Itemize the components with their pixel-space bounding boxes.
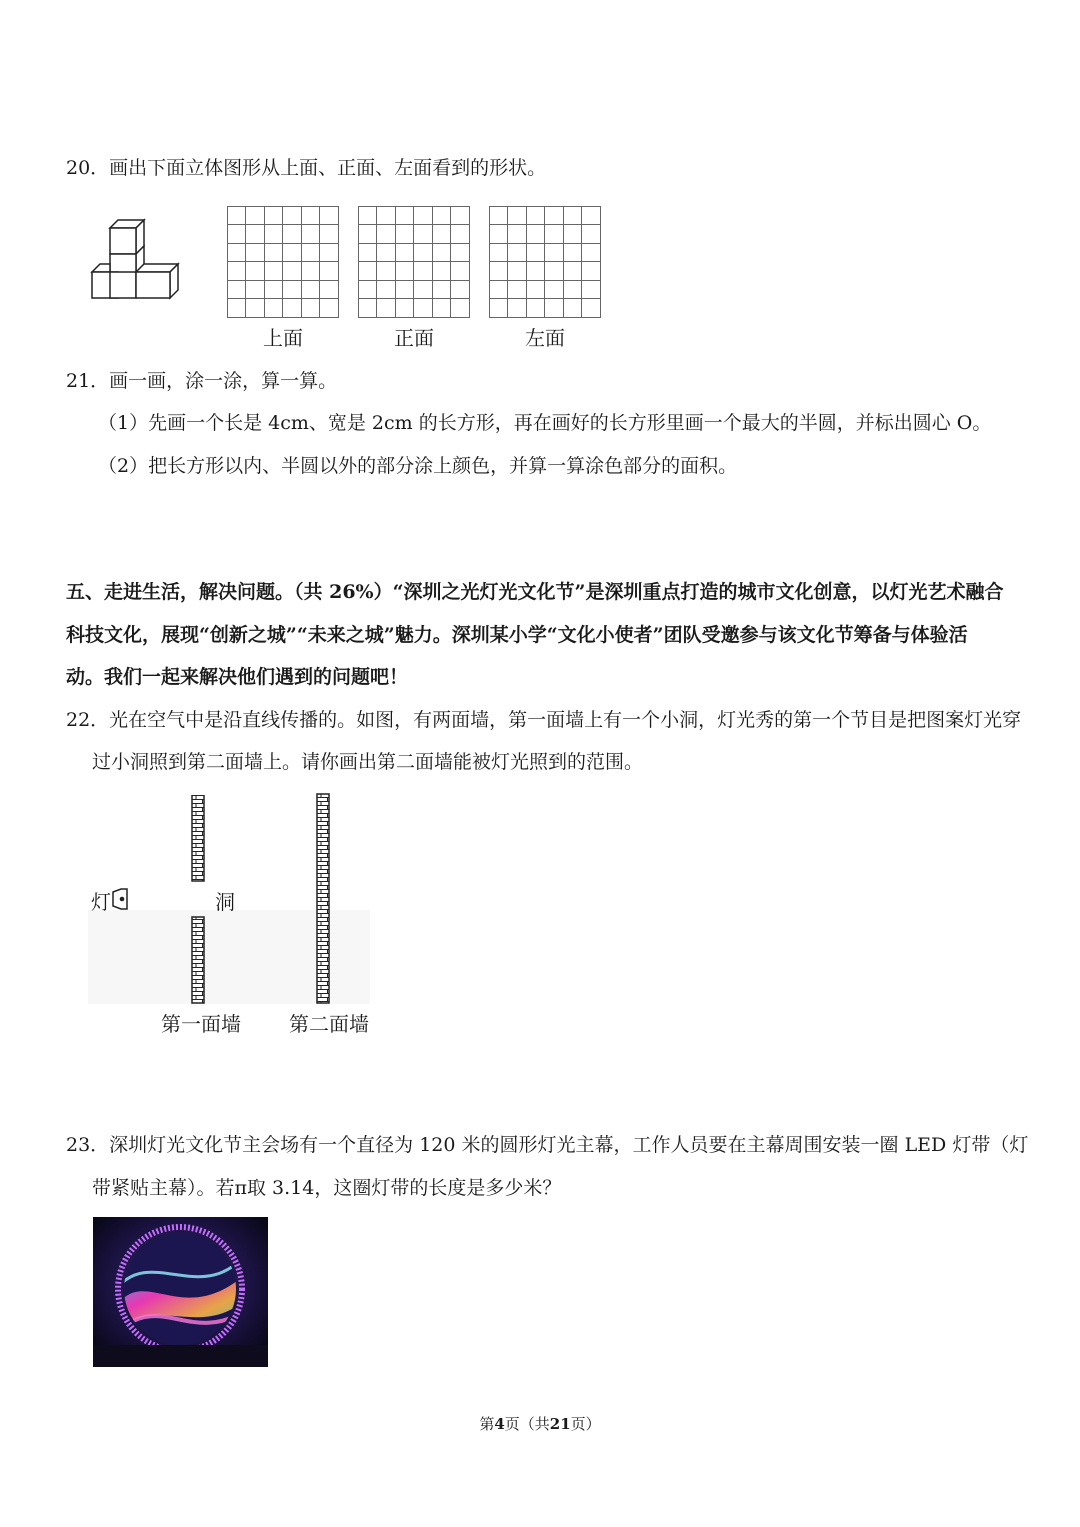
q21-part1: （1）先画一个长是 4cm、宽是 2cm 的长方形，再在画好的长方形里画一个最大的半圆，并标出圆心 O。 [98,412,992,434]
footer-prefix: 第 [479,1415,495,1433]
q23-line2: 带紧贴主幕）。若π取 3.14，这圈灯带的长度是多少米？ [92,1177,562,1199]
wall-1-label: 第一面墙 [161,1012,241,1036]
section5-line2: 科技文化，展现“创新之城”“未来之城”魅力。深圳某小学“文化小使者”团队受邀参与该文化节筹备与体验活 [66,624,968,646]
grid-label-top: 上面 [263,326,303,350]
lamp-icon [111,888,129,910]
grid-left-svg [489,206,601,318]
grid-top-view[interactable] [227,206,339,322]
footer-total-pages: 21 [549,1415,571,1433]
grid-front-view[interactable] [358,206,470,322]
page-footer [0,1413,1080,1434]
wall-2-brick [315,793,331,1005]
section5-line3: 动。我们一起来解决他们遇到的问题吧！ [66,666,409,688]
q22-line1: 22．光在空气中是沿直线传播的。如图，有两面墙，第一面墙上有一个小洞，灯光秀的第一个节目是把图案灯光穿 [66,709,1022,731]
wall-1-brick [190,795,206,1005]
section5-line1: 五、走进生活，解决问题。（共 26%）“深圳之光灯光文化节”是深圳重点打造的城市文化创意，以灯光艺术融合 [66,581,1004,603]
grid-label-front: 正面 [394,326,434,350]
hole-label: 洞 [215,890,235,914]
grid-label-left: 左面 [525,326,565,350]
grid-front-svg [358,206,470,318]
grid-top-svg [227,206,339,318]
footer-middle: 页（共 [504,1415,550,1433]
grid-left-view[interactable] [489,206,601,322]
cube-figure [88,214,184,304]
q21-part2: （2）把长方形以内、半圆以外的部分涂上颜色，并算一算涂色部分的面积。 [98,455,738,477]
q22-line2: 过小洞照到第二面墙上。请你画出第二面墙能被灯光照到的范围。 [92,751,644,773]
q21-title: 21．画一画，涂一涂，算一算。 [66,370,338,392]
lamp-label: 灯 [91,890,111,914]
light-screen-photo [93,1217,268,1367]
footer-page-number: 4 [494,1415,505,1433]
footer-suffix: 页） [570,1415,601,1433]
wall-2-label: 第二面墙 [289,1012,369,1036]
q20-text: 20．画出下面立体图形从上面、正面、左面看到的形状。 [66,157,547,179]
q23-line1: 23．深圳灯光文化节主会场有一个直径为 120 米的圆形灯光主幕，工作人员要在主幕周围安装一圈 LED 灯带（灯 [66,1134,1029,1156]
